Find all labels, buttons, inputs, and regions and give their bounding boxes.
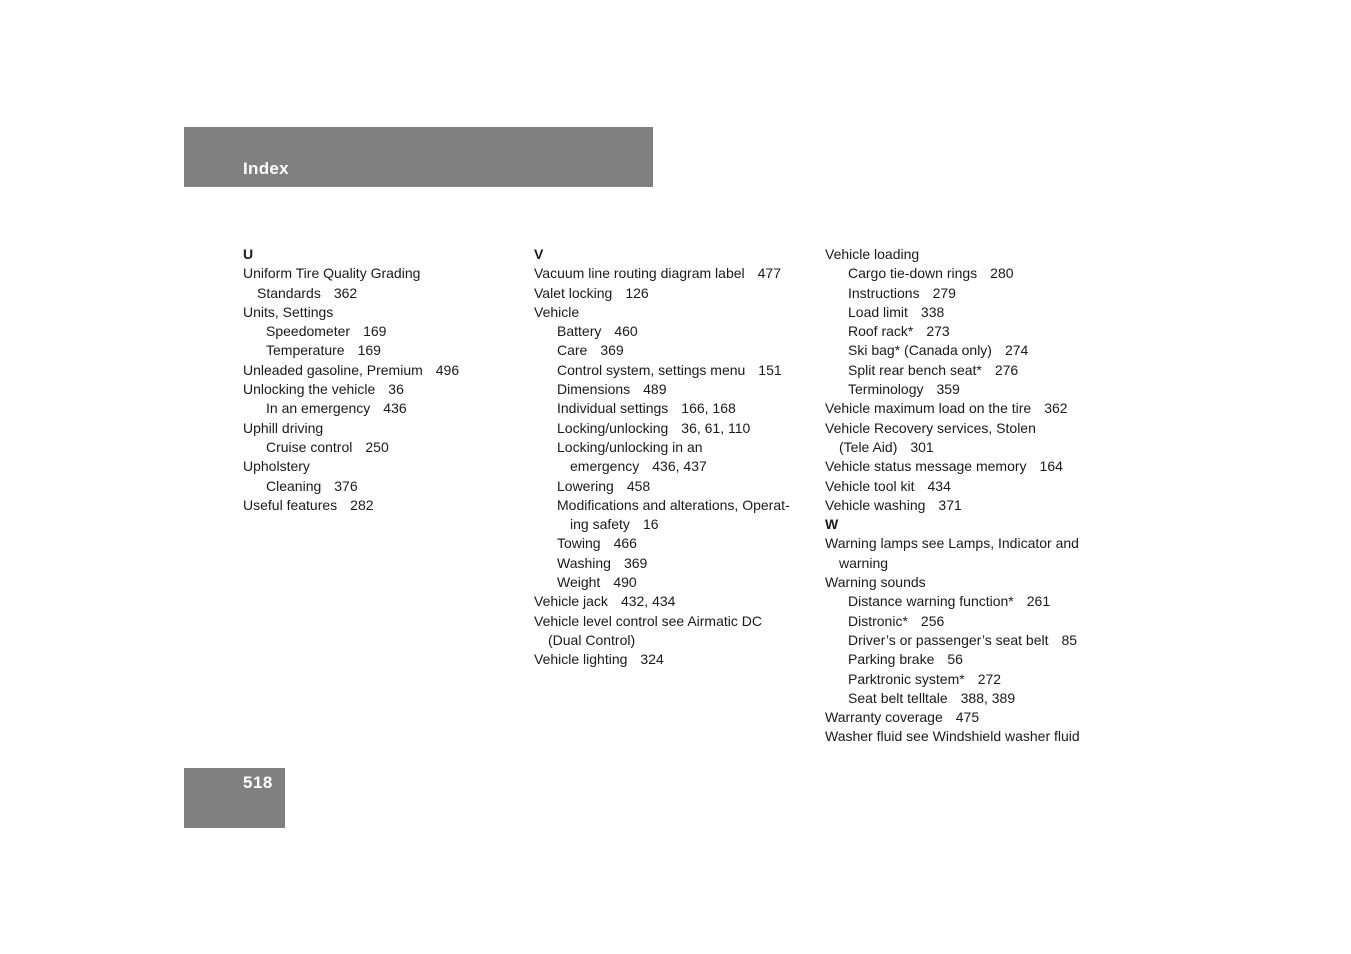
index-entry-text: Care [557, 342, 588, 359]
index-entry [825, 284, 1100, 303]
page-reference: 477 [757, 265, 781, 282]
index-entry-text: Temperature [266, 342, 345, 359]
index-entry [534, 650, 814, 669]
index-entry-text: Vehicle status message memory [825, 458, 1027, 475]
index-entry-text: Vehicle lighting [534, 651, 628, 668]
page-reference: 460 [614, 323, 638, 340]
page-reference: 436, 437 [652, 458, 707, 475]
page-reference: 466 [613, 535, 637, 552]
page-reference: 324 [640, 651, 664, 668]
index-entry [243, 303, 523, 322]
page-reference: 36, 61, 110 [681, 419, 751, 436]
index-entry-text: Distronic* [848, 612, 908, 629]
index-entry [825, 245, 1100, 264]
page-title: Index [243, 159, 289, 178]
index-entry-text: Locking/unlocking [557, 419, 669, 436]
page-reference: 489 [643, 381, 667, 398]
page-reference: 301 [910, 438, 934, 455]
index-entry [534, 631, 814, 650]
index-entry [534, 322, 814, 341]
page-reference: 434 [927, 477, 951, 494]
page-number-box [184, 768, 285, 828]
index-entry-text: Cleaning [266, 477, 322, 494]
page-reference: 36 [388, 381, 404, 398]
page-reference: 256 [920, 612, 945, 629]
index-entry-text: Uniform Tire Quality Grading [243, 265, 421, 282]
index-entry [534, 284, 814, 303]
page-reference: 458 [626, 477, 651, 494]
page-reference: 151 [758, 361, 782, 378]
index-entry [825, 399, 1100, 418]
page-reference: 359 [936, 381, 960, 398]
index-entry-text: Vacuum line routing diagram label [534, 265, 745, 282]
index-entry-text: Parking brake [848, 651, 935, 668]
index-entry-text: Cargo tie-down rings [848, 265, 978, 282]
index-entry-text: Driver’s or passenger’s seat belt [848, 631, 1049, 648]
index-column-1 [243, 245, 523, 515]
index-entry [534, 612, 814, 631]
index-entry-text: V [534, 246, 544, 262]
index-entry-text: Washing [557, 554, 611, 571]
index-entry-text: Warning sounds [825, 574, 926, 591]
index-entry [243, 419, 523, 438]
index-entry-text: Weight [557, 574, 601, 591]
page-reference: 338 [920, 303, 945, 320]
index-entry [243, 477, 523, 496]
index-entry-text: Dimensions [557, 381, 631, 398]
index-entry [825, 670, 1100, 689]
page-reference: 490 [613, 574, 637, 591]
page-reference: 274 [1004, 342, 1029, 359]
index-entry [243, 264, 523, 283]
index-entry [825, 438, 1100, 457]
index-entry [825, 612, 1100, 631]
index-entry-text: Speedometer [266, 323, 351, 340]
index-entry [534, 477, 814, 496]
index-entry-text: Warning lamps see Lamps, Indicator and [825, 535, 1079, 552]
page-reference: 432, 434 [620, 593, 676, 610]
index-entry [534, 573, 814, 592]
index-entry [825, 689, 1100, 708]
page-reference: 164 [1039, 458, 1063, 475]
index-entry [534, 303, 814, 322]
index-entry-text: Seat belt telltale [848, 689, 948, 706]
index-entry [534, 399, 814, 418]
page-reference: 272 [977, 670, 1002, 687]
page-reference: 362 [1044, 400, 1068, 417]
page-reference: 371 [938, 496, 962, 513]
index-entry [534, 264, 814, 283]
index-entry [243, 284, 523, 303]
index-entry-text: Load limit [848, 303, 908, 320]
index-entry-text: Towing [557, 535, 601, 552]
index-entry-text: Unleaded gasoline, Premium [243, 361, 423, 378]
index-entry-text: Cruise control [266, 438, 353, 455]
page-reference: 166, 168 [681, 400, 736, 417]
index-entry-text: W [825, 516, 839, 533]
index-entry [243, 496, 523, 515]
index-entry-text: Roof rack* [848, 323, 914, 340]
index-entry [243, 341, 523, 360]
index-entry [534, 554, 814, 573]
index-entry-text: Washer fluid see Windshield washer fluid [825, 728, 1080, 745]
index-entry-text: Vehicle tool kit [825, 477, 915, 494]
index-column-2 [534, 245, 814, 670]
index-entry [534, 341, 814, 360]
index-entry [825, 322, 1100, 341]
index-entry-text: Parktronic system* [848, 670, 965, 687]
index-entry-text: Locking/unlocking in an [557, 438, 703, 455]
page-reference: 376 [334, 477, 358, 494]
index-entry [534, 534, 814, 553]
index-entry-text: Unlocking the vehicle [243, 381, 376, 398]
index-entry [243, 438, 523, 457]
page-reference: 85 [1061, 631, 1078, 648]
index-entry-text: Vehicle jack [534, 593, 608, 610]
page-number: 518 [243, 773, 273, 792]
index-entry-text: Vehicle maximum load on the tire [825, 400, 1032, 417]
index-entry-text: Warranty coverage [825, 709, 943, 726]
index-entry-text: Split rear bench seat* [848, 361, 982, 378]
index-entry [825, 496, 1100, 515]
index-entry-text: Vehicle washing [825, 496, 926, 513]
index-entry-text: Instructions [848, 284, 920, 301]
index-entry-text: Upholstery [243, 458, 310, 475]
index-entry-text: Valet locking [534, 284, 613, 301]
index-entry [825, 554, 1100, 573]
index-entry [825, 419, 1100, 438]
page-reference: 169 [363, 323, 387, 340]
index-entry [534, 592, 814, 611]
index-entry [243, 322, 523, 341]
index-entry [825, 303, 1100, 322]
index-entry [243, 399, 523, 418]
index-entry-text: Modifications and alterations, Operat- [557, 496, 790, 513]
index-entry-text: (Dual Control) [548, 631, 636, 648]
index-entry-text: Uphill driving [243, 419, 324, 436]
index-entry-text: Useful features [243, 496, 338, 513]
page-reference: 496 [435, 361, 460, 378]
index-entry-text: Individual settings [557, 400, 669, 417]
index-letter-heading [825, 515, 1100, 534]
index-entry [243, 361, 523, 380]
index-entry [825, 457, 1100, 476]
index-entry [534, 380, 814, 399]
page-reference: 169 [357, 342, 381, 359]
index-entry-text: Vehicle [534, 303, 580, 320]
page-reference: 369 [600, 342, 624, 359]
index-entry [534, 419, 814, 438]
index-entry-text: Terminology [848, 381, 924, 398]
index-entry [825, 708, 1100, 727]
page-reference: 475 [955, 709, 980, 726]
index-entry [534, 438, 814, 457]
page-reference: 279 [932, 284, 956, 301]
index-entry [243, 380, 523, 399]
index-entry-text: Units, Settings [243, 303, 334, 320]
index-entry-text: U [243, 246, 254, 262]
index-column-3 [825, 245, 1100, 747]
index-entry-text: ing safety [570, 516, 630, 533]
index-entry [825, 380, 1100, 399]
index-letter-heading [243, 245, 523, 264]
page-reference: 126 [625, 284, 649, 301]
index-entry-text: Control system, settings menu [557, 361, 746, 378]
index-entry [534, 496, 814, 515]
index-entry [825, 592, 1100, 611]
index-entry-text: Battery [557, 323, 602, 340]
index-entry [825, 341, 1100, 360]
index-entry-text: emergency [570, 458, 640, 475]
header-bar [184, 127, 653, 187]
page-reference: 276 [994, 361, 1019, 378]
index-entry-text: Lowering [557, 477, 614, 494]
index-entry-text: Vehicle loading [825, 246, 920, 262]
index-entry [825, 477, 1100, 496]
page-reference: 273 [926, 323, 950, 340]
index-entry-text: Standards [257, 284, 321, 301]
page-reference: 16 [642, 516, 659, 533]
page-reference: 250 [365, 438, 389, 455]
index-entry [825, 573, 1100, 592]
index-entry [825, 534, 1100, 553]
index-entry-text: Distance warning function* [848, 593, 1014, 610]
page-reference: 388, 389 [960, 689, 1016, 706]
page-reference: 56 [947, 651, 963, 668]
page-reference: 362 [333, 284, 358, 301]
index-entry [534, 515, 814, 534]
index-entry [825, 727, 1100, 746]
index-entry-text: Vehicle Recovery services, Stolen [825, 419, 1036, 436]
page-reference: 282 [350, 496, 374, 513]
index-entry [534, 361, 814, 380]
index-entry [825, 264, 1100, 283]
index-entry [243, 457, 523, 476]
page-reference: 369 [623, 554, 648, 571]
index-entry [825, 631, 1100, 650]
index-entry [825, 361, 1100, 380]
page-reference: 436 [383, 400, 407, 417]
index-entry [825, 650, 1100, 669]
page-reference: 280 [990, 265, 1014, 282]
index-entry [534, 457, 814, 476]
index-entry-text: Ski bag* (Canada only) [848, 342, 992, 359]
index-entry-text: Vehicle level control see Airmatic DC [534, 612, 762, 629]
index-entry-text: (Tele Aid) [839, 438, 898, 455]
page-reference: 261 [1026, 593, 1051, 610]
index-entry-text: In an emergency [266, 400, 371, 417]
index-entry-text: warning [839, 554, 889, 571]
index-letter-heading [534, 245, 814, 264]
